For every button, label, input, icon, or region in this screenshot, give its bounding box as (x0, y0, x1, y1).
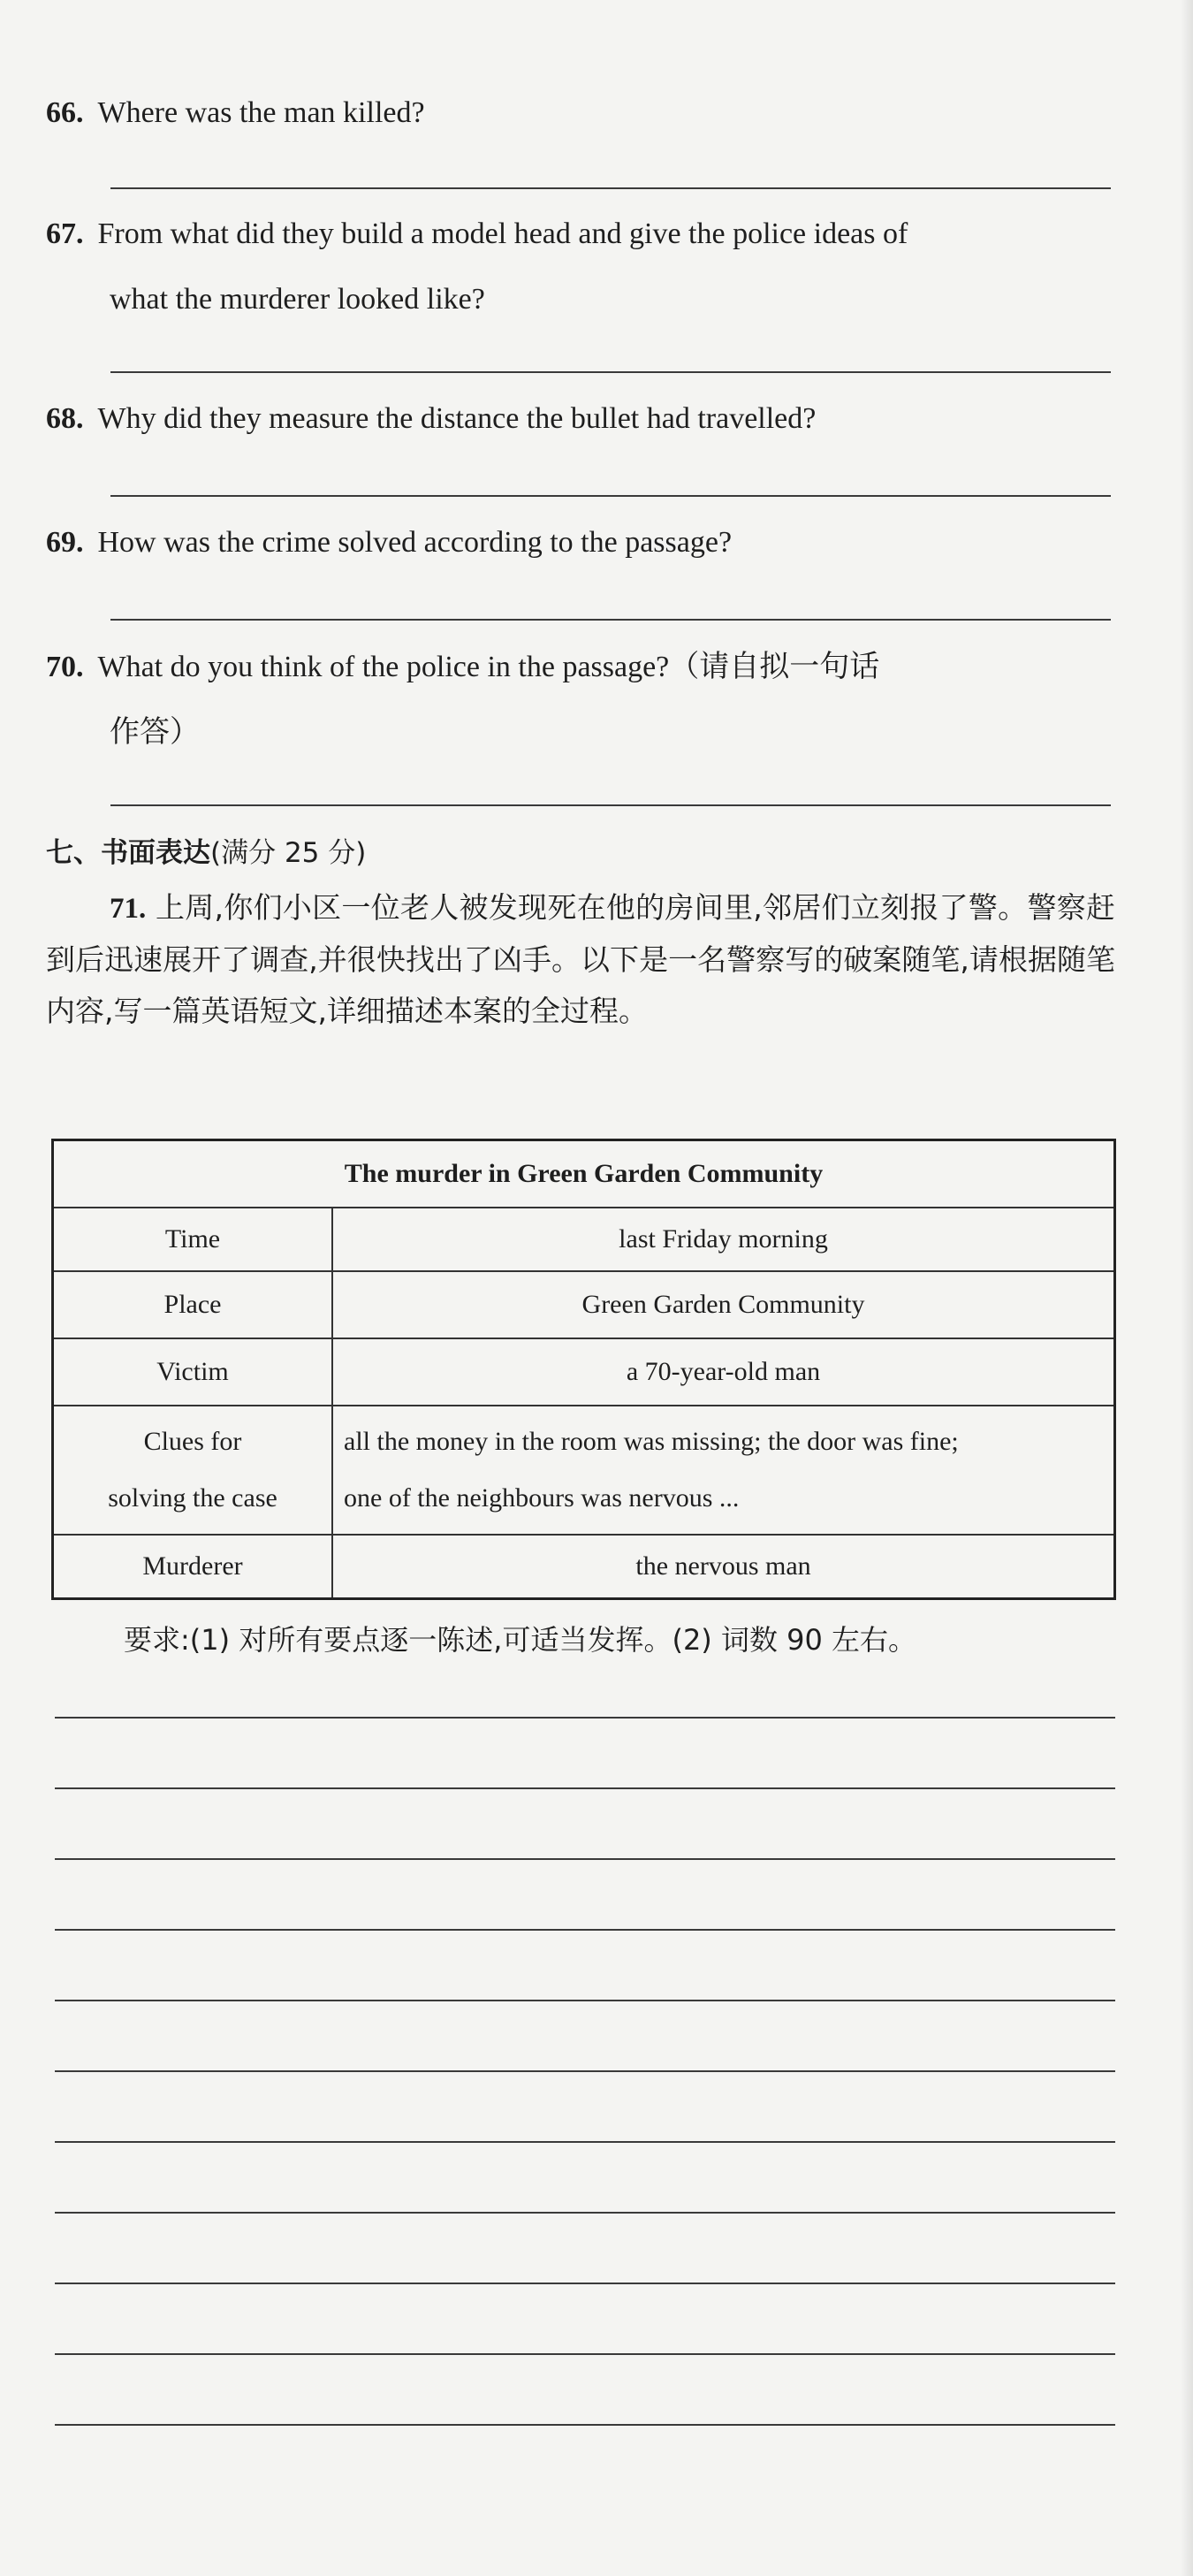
row-label: Time (53, 1208, 333, 1271)
table-row (53, 1535, 1115, 1599)
row-value: last Friday morning (332, 1208, 1115, 1271)
row-value (332, 1406, 1115, 1535)
question-number: 69. (46, 526, 84, 559)
question-66 (46, 81, 1115, 145)
row-value: the nervous man (332, 1535, 1115, 1599)
row-value: a 70-year-old man (332, 1338, 1115, 1406)
row-label (53, 1406, 333, 1535)
writing-line[interactable] (55, 2283, 1115, 2284)
question-68 (46, 387, 1115, 451)
section-title: 七、书面表达 (46, 837, 210, 869)
row-label-line2: solving the case (108, 1483, 277, 1513)
table-row (53, 1406, 1115, 1535)
answer-line-68[interactable] (110, 495, 1111, 497)
question-text-line1: From what did they build a model head and give the police ideas of (97, 217, 908, 250)
row-label: Place (53, 1271, 333, 1338)
table-title: The murder in Green Garden Community (53, 1140, 1115, 1208)
row-label-line1: Clues for (143, 1427, 242, 1456)
table-row (53, 1271, 1115, 1338)
question-67 (46, 202, 1115, 332)
section-heading (46, 831, 366, 875)
writing-line[interactable] (55, 2000, 1115, 2001)
page-edge-shadow (1181, 0, 1193, 2576)
question-text-line1: What do you think of the police in the passage?（请自拟一句话 (97, 651, 880, 683)
question-number: 66. (46, 96, 84, 129)
section-score: (满分 25 分) (210, 837, 367, 869)
writing-line[interactable] (55, 2353, 1115, 2355)
row-label: Victim (53, 1338, 333, 1406)
question-text-line2: 作答） (110, 716, 200, 749)
writing-line[interactable] (55, 2424, 1115, 2426)
question-text: How was the crime solved according to the passage? (97, 526, 733, 559)
writing-line[interactable] (55, 1717, 1115, 1719)
writing-line[interactable] (55, 1929, 1115, 1931)
row-value: Green Garden Community (332, 1271, 1115, 1338)
table-row (53, 1208, 1115, 1271)
writing-line[interactable] (55, 2212, 1115, 2214)
question-69 (46, 511, 1115, 575)
question-number: 70. (46, 651, 84, 683)
question-70 (46, 635, 1115, 766)
row-label: Murderer (53, 1535, 333, 1599)
question-text-line2: what the murderer looked like? (110, 283, 485, 316)
table-row (53, 1338, 1115, 1406)
row-value-line1: all the money in the room was missing; the door was fine; (344, 1427, 959, 1456)
writing-prompt (46, 882, 1115, 1037)
question-number: 68. (46, 402, 84, 435)
writing-line[interactable] (55, 2141, 1115, 2143)
writing-line[interactable] (55, 2070, 1115, 2072)
case-notes-table (51, 1139, 1116, 1600)
answer-line-70[interactable] (110, 804, 1111, 806)
prompt-number: 71. (110, 893, 147, 925)
answer-line-67[interactable] (110, 371, 1111, 373)
question-text: Why did they measure the distance the bullet had travelled? (97, 402, 817, 435)
answer-line-66[interactable] (110, 187, 1111, 189)
requirements-text: 要求:(1) 对所有要点逐一陈述,可适当发挥。(2) 词数 90 左右。 (124, 1623, 917, 1657)
prompt-text: 上周,你们小区一位老人被发现死在他的房间里,邻居们立刻报了警。警察赶到后迅速展开了调查,并很快找出了凶手。以下是一名警察写的破案随笔,请根据随笔内容,写一篇英语短文,详细描述本案的全过程。 (46, 890, 1115, 1028)
row-value-line2: one of the neighbours was nervous ... (344, 1483, 740, 1513)
question-text: Where was the man killed? (97, 96, 425, 129)
question-number: 67. (46, 217, 84, 250)
answer-line-69[interactable] (110, 619, 1111, 621)
writing-line[interactable] (55, 1787, 1115, 1789)
writing-line[interactable] (55, 1858, 1115, 1860)
